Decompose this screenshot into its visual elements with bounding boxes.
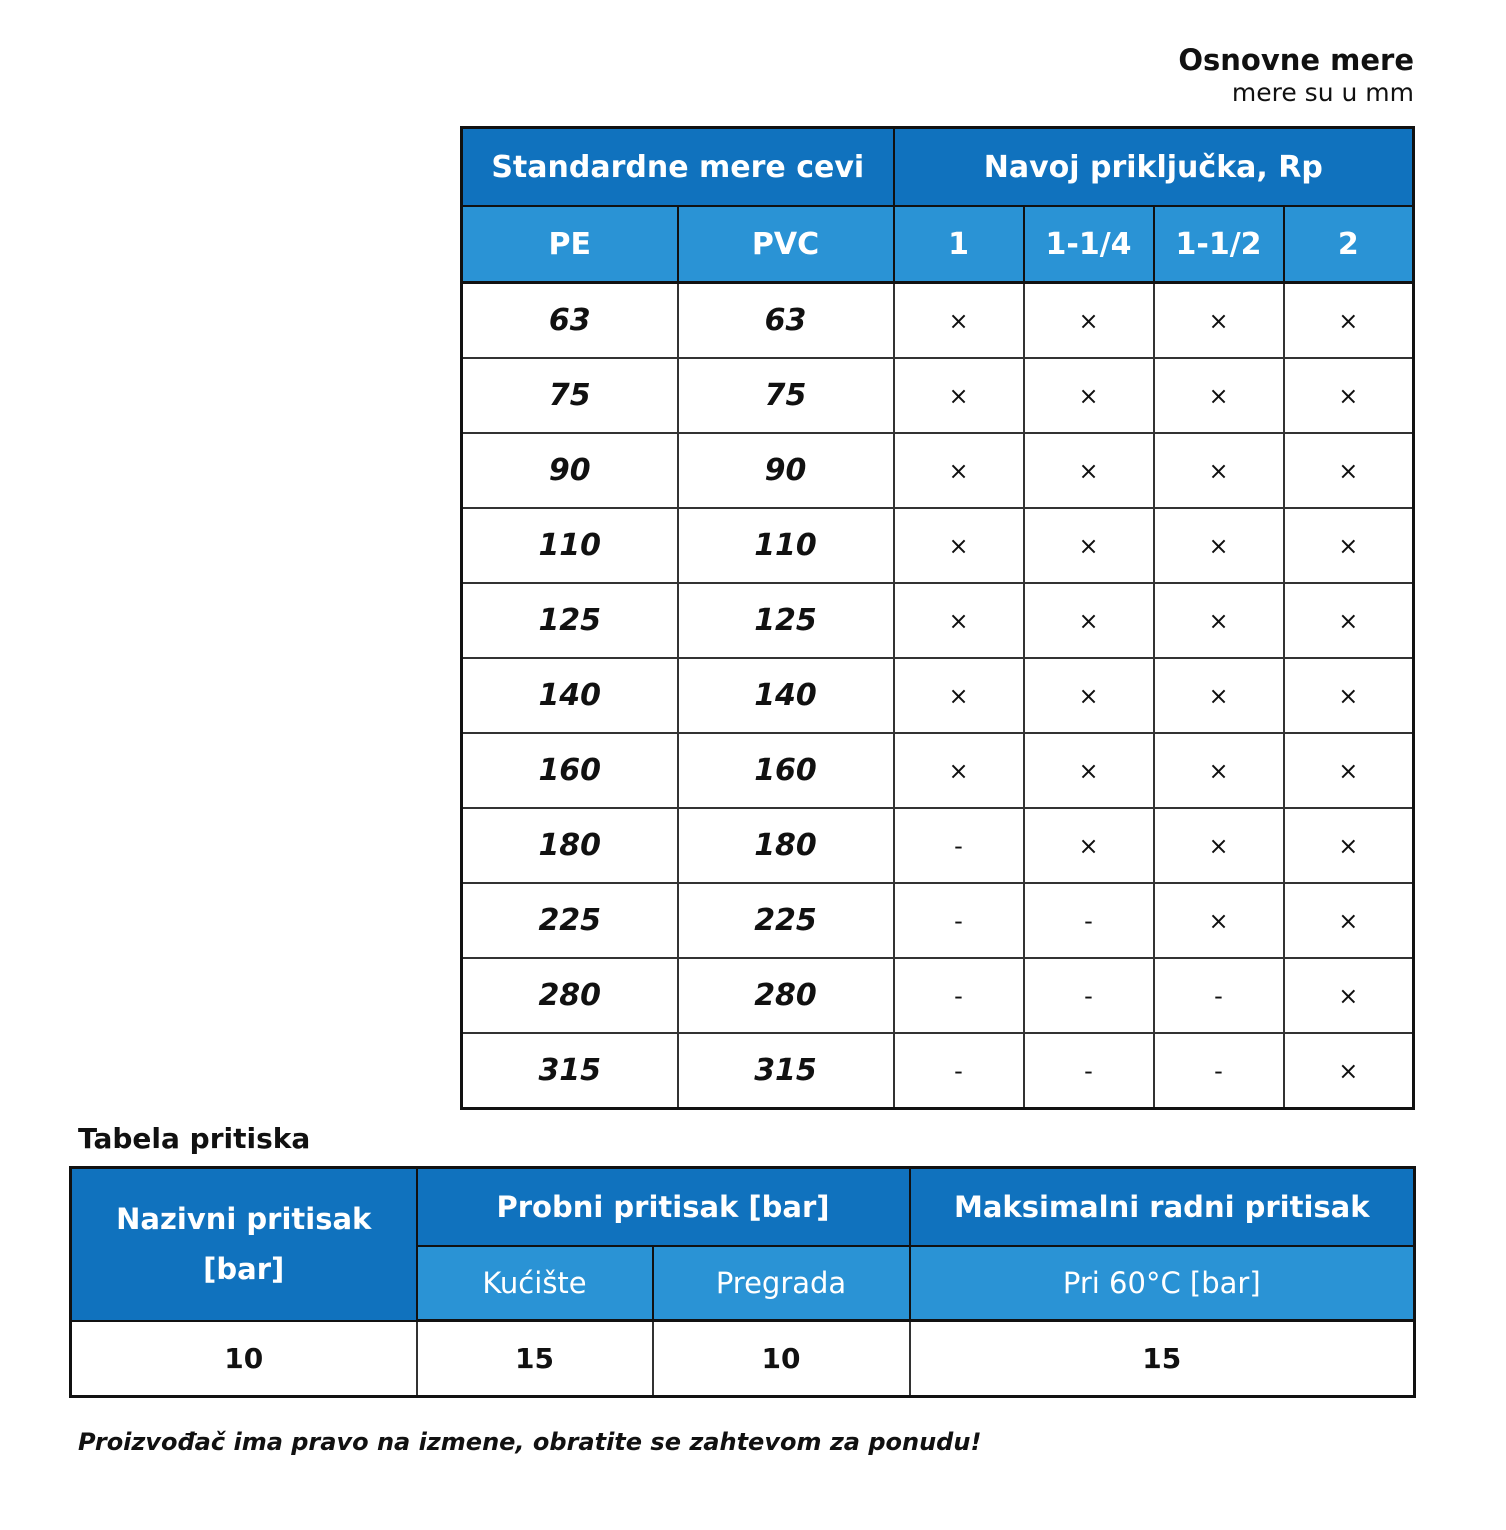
- pipe-size-cell: 280: [462, 958, 678, 1033]
- column-header-rp-1-1-4: 1-1/4: [1024, 206, 1154, 283]
- nominal-pressure-value: 10: [71, 1321, 417, 1397]
- pressure-values-row: [71, 1321, 1415, 1397]
- pressure-header-row: [71, 1168, 1415, 1247]
- thread-availability-cell: ×: [1024, 733, 1154, 808]
- thread-availability-cell: ×: [894, 658, 1024, 733]
- thread-availability-cell: ×: [1024, 658, 1154, 733]
- thread-availability-cell: ×: [1154, 733, 1284, 808]
- thread-availability-cell: -: [894, 808, 1024, 883]
- max-pressure-header: Maksimalni radni pritisak: [910, 1168, 1415, 1247]
- table-row: [462, 958, 1414, 1033]
- pipe-size-cell: 180: [678, 808, 894, 883]
- table-row: [462, 658, 1414, 733]
- pipe-size-cell: 315: [462, 1033, 678, 1109]
- column-header-rp-2: 2: [1284, 206, 1414, 283]
- group-header-row: [462, 128, 1414, 207]
- thread-availability-cell: ×: [894, 583, 1024, 658]
- thread-availability-cell: ×: [1024, 508, 1154, 583]
- table-row: [462, 358, 1414, 433]
- thread-availability-cell: ×: [1284, 508, 1414, 583]
- test-pressure-header: Probni pritisak [bar]: [417, 1168, 910, 1247]
- thread-availability-cell: ×: [1024, 358, 1154, 433]
- thread-availability-cell: -: [1024, 883, 1154, 958]
- pipe-size-cell: 110: [678, 508, 894, 583]
- dimensions-table: [460, 126, 1415, 1110]
- pipe-size-cell: 90: [678, 433, 894, 508]
- thread-availability-cell: -: [894, 958, 1024, 1033]
- footnote: Proizvođač ima pravo na izmene, obratite se zahtevom za ponudu!: [78, 1428, 982, 1456]
- thread-availability-cell: ×: [894, 508, 1024, 583]
- pressure-table-caption: Tabela pritiska: [78, 1122, 311, 1155]
- thread-availability-cell: ×: [1154, 358, 1284, 433]
- column-header-rp-1-1-2: 1-1/2: [1154, 206, 1284, 283]
- column-header-pvc: PVC: [678, 206, 894, 283]
- pipe-size-cell: 125: [678, 583, 894, 658]
- pipe-size-cell: 225: [678, 883, 894, 958]
- table-row: [462, 733, 1414, 808]
- thread-availability-cell: ×: [1154, 283, 1284, 359]
- table-row: [462, 283, 1414, 359]
- max-pressure-value: 15: [910, 1321, 1415, 1397]
- pipe-size-cell: 315: [678, 1033, 894, 1109]
- table-row: [462, 1033, 1414, 1109]
- pipe-size-cell: 75: [678, 358, 894, 433]
- thread-availability-cell: ×: [1284, 958, 1414, 1033]
- thread-availability-cell: -: [894, 883, 1024, 958]
- thread-availability-cell: -: [1024, 958, 1154, 1033]
- thread-availability-cell: ×: [1154, 808, 1284, 883]
- thread-availability-cell: ×: [894, 733, 1024, 808]
- thread-availability-cell: ×: [1024, 433, 1154, 508]
- thread-availability-cell: -: [1154, 1033, 1284, 1109]
- table-row: [462, 808, 1414, 883]
- max-at-60c-subheader: Pri 60°C [bar]: [910, 1246, 1415, 1321]
- nominal-pressure-header: [71, 1168, 417, 1321]
- pipe-size-cell: 110: [462, 508, 678, 583]
- thread-availability-cell: ×: [1024, 283, 1154, 359]
- table-row: [462, 883, 1414, 958]
- thread-availability-cell: ×: [1154, 883, 1284, 958]
- pipe-size-cell: 180: [462, 808, 678, 883]
- pipe-size-cell: 90: [462, 433, 678, 508]
- thread-availability-cell: ×: [1284, 283, 1414, 359]
- pipe-size-cell: 140: [678, 658, 894, 733]
- pipe-size-cell: 63: [678, 283, 894, 359]
- thread-availability-cell: ×: [1154, 658, 1284, 733]
- thread-availability-cell: ×: [894, 358, 1024, 433]
- thread-availability-cell: ×: [894, 283, 1024, 359]
- thread-availability-cell: ×: [894, 433, 1024, 508]
- thread-availability-cell: ×: [1024, 583, 1154, 658]
- page-title: Osnovne mere: [1178, 43, 1414, 77]
- nominal-pressure-label: Nazivni pritisak [bar]: [116, 1202, 372, 1287]
- thread-availability-cell: ×: [1284, 883, 1414, 958]
- table-row: [462, 508, 1414, 583]
- dimensions-table-body: [462, 283, 1414, 1109]
- table-row: [462, 433, 1414, 508]
- group-header-thread: Navoj priključka, Rp: [894, 128, 1414, 207]
- thread-availability-cell: -: [1154, 958, 1284, 1033]
- housing-subheader: Kućište: [417, 1246, 653, 1321]
- thread-availability-cell: ×: [1024, 808, 1154, 883]
- thread-availability-cell: ×: [1284, 1033, 1414, 1109]
- thread-availability-cell: ×: [1284, 808, 1414, 883]
- pipe-size-cell: 160: [462, 733, 678, 808]
- thread-availability-cell: ×: [1154, 583, 1284, 658]
- thread-availability-cell: -: [894, 1033, 1024, 1109]
- pressure-table: [69, 1166, 1416, 1398]
- housing-test-value: 15: [417, 1321, 653, 1397]
- page-subtitle: mere su u mm: [1231, 78, 1414, 107]
- pipe-size-cell: 75: [462, 358, 678, 433]
- heading-block: [1178, 42, 1414, 108]
- thread-availability-cell: ×: [1284, 583, 1414, 658]
- pipe-size-cell: 160: [678, 733, 894, 808]
- group-header-pipe-sizes: Standardne mere cevi: [462, 128, 894, 207]
- pipe-size-cell: 140: [462, 658, 678, 733]
- thread-availability-cell: -: [1024, 1033, 1154, 1109]
- pipe-size-cell: 225: [462, 883, 678, 958]
- column-header-pe: PE: [462, 206, 678, 283]
- pipe-size-cell: 63: [462, 283, 678, 359]
- partition-test-value: 10: [653, 1321, 910, 1397]
- thread-availability-cell: ×: [1154, 508, 1284, 583]
- pipe-size-cell: 280: [678, 958, 894, 1033]
- thread-availability-cell: ×: [1154, 433, 1284, 508]
- column-header-row: [462, 206, 1414, 283]
- column-header-rp-1: 1: [894, 206, 1024, 283]
- pipe-size-cell: 125: [462, 583, 678, 658]
- partition-subheader: Pregrada: [653, 1246, 910, 1321]
- thread-availability-cell: ×: [1284, 733, 1414, 808]
- table-row: [462, 583, 1414, 658]
- thread-availability-cell: ×: [1284, 658, 1414, 733]
- thread-availability-cell: ×: [1284, 433, 1414, 508]
- thread-availability-cell: ×: [1284, 358, 1414, 433]
